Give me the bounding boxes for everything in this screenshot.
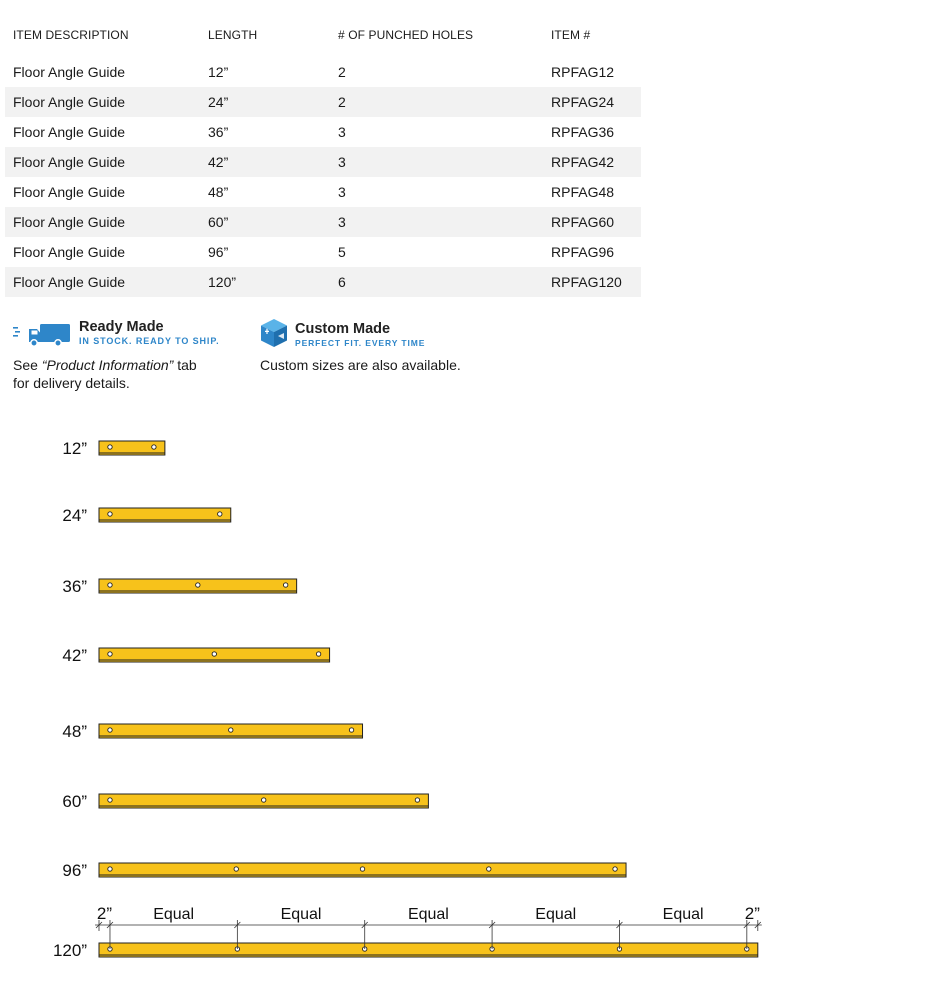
punched-hole [360, 867, 364, 871]
cell-item-number: RPFAG60 [543, 207, 641, 237]
cell-item-number: RPFAG96 [551, 244, 615, 260]
note-suffix: tab [173, 357, 197, 373]
ready-made-title: Ready Made [79, 319, 164, 335]
cell-item-number: RPFAG36 [551, 124, 615, 140]
equal-spacing-label: Equal [407, 906, 449, 923]
cell-length: 24” [200, 87, 330, 117]
cell-holes: 3 [330, 147, 543, 177]
punched-hole [234, 867, 238, 871]
punched-hole [108, 445, 112, 449]
guide-length-label: 24” [62, 506, 87, 525]
punched-hole [613, 867, 617, 871]
cell-holes: 5 [338, 244, 346, 260]
punched-hole [349, 728, 353, 732]
punched-hole [108, 867, 112, 871]
punched-hole [196, 583, 200, 587]
punched-hole [283, 583, 287, 587]
cell-description: Floor Angle Guide [13, 64, 126, 80]
cell-length: 96” [208, 244, 229, 260]
custom-made-note: Custom sizes are also available. [260, 357, 461, 373]
note-prefix: See [13, 357, 42, 373]
punched-hole [487, 867, 491, 871]
cell-length: 42” [200, 147, 330, 177]
cell-description: Floor Angle Guide [13, 244, 126, 260]
guide-length-label: 42” [62, 646, 87, 665]
cell-item-number: RPFAG48 [551, 184, 615, 200]
guide-length-label: 12” [62, 439, 87, 458]
edge-offset-label: 2” [744, 904, 760, 923]
cell-length: 60” [200, 207, 330, 237]
guide-length-label: 96” [62, 861, 87, 880]
cell-holes: 3 [338, 124, 346, 140]
equal-spacing-label: Equal [280, 906, 322, 923]
cell-length: 48” [208, 184, 229, 200]
cell-holes: 3 [330, 207, 543, 237]
cell-description: Floor Angle Guide [5, 87, 200, 117]
custom-made-subtitle: PERFECT FIT. EVERY TIME [295, 338, 426, 348]
guide-length-label: 36” [62, 577, 87, 596]
cell-description: Floor Angle Guide [13, 184, 126, 200]
guide-length-label: 120” [52, 941, 87, 960]
cell-description: Floor Angle Guide [5, 147, 200, 177]
cell-description: Floor Angle Guide [5, 267, 200, 297]
cell-description: Floor Angle Guide [5, 207, 200, 237]
cell-holes: 6 [330, 267, 543, 297]
cell-length: 12” [208, 64, 229, 80]
punched-hole [108, 652, 112, 656]
cell-length: 120” [200, 267, 330, 297]
punched-hole [108, 512, 112, 516]
header-item-description: ITEM DESCRIPTION [13, 27, 129, 42]
punched-hole [229, 728, 233, 732]
header-punched-holes: # OF PUNCHED HOLES [338, 27, 474, 42]
guide-length-label: 48” [62, 722, 87, 741]
punched-hole [316, 652, 320, 656]
punched-hole [212, 652, 216, 656]
cell-item-number: RPFAG120 [543, 267, 641, 297]
custom-made-title: Custom Made [295, 321, 391, 337]
equal-spacing-label: Equal [662, 906, 704, 923]
cell-item-number: RPFAG24 [543, 87, 641, 117]
ready-made-subtitle: IN STOCK. READY TO SHIP. [79, 336, 220, 346]
cell-description: Floor Angle Guide [13, 124, 126, 140]
cell-holes: 3 [338, 184, 346, 200]
equal-spacing-label: Equal [535, 906, 577, 923]
cell-holes: 2 [338, 64, 346, 80]
cell-item-number: RPFAG42 [543, 147, 641, 177]
product-information-tab-ref: “Product Information” [41, 357, 174, 373]
punched-hole [108, 798, 112, 802]
punched-hole [218, 512, 222, 516]
punched-hole [262, 798, 266, 802]
punched-hole [152, 445, 156, 449]
edge-offset-label: 2” [96, 904, 113, 923]
punched-hole [108, 728, 112, 732]
punched-hole [108, 583, 112, 587]
cell-length: 36” [208, 124, 229, 140]
note-line2: for delivery details. [13, 375, 130, 391]
equal-spacing-label: Equal [153, 906, 195, 923]
cell-holes: 2 [330, 87, 543, 117]
cell-item-number: RPFAG12 [551, 64, 615, 80]
header-item-number: ITEM # [551, 27, 591, 42]
guide-length-label: 60” [62, 792, 87, 811]
punched-hole [415, 798, 419, 802]
header-length: LENGTH [208, 27, 258, 42]
